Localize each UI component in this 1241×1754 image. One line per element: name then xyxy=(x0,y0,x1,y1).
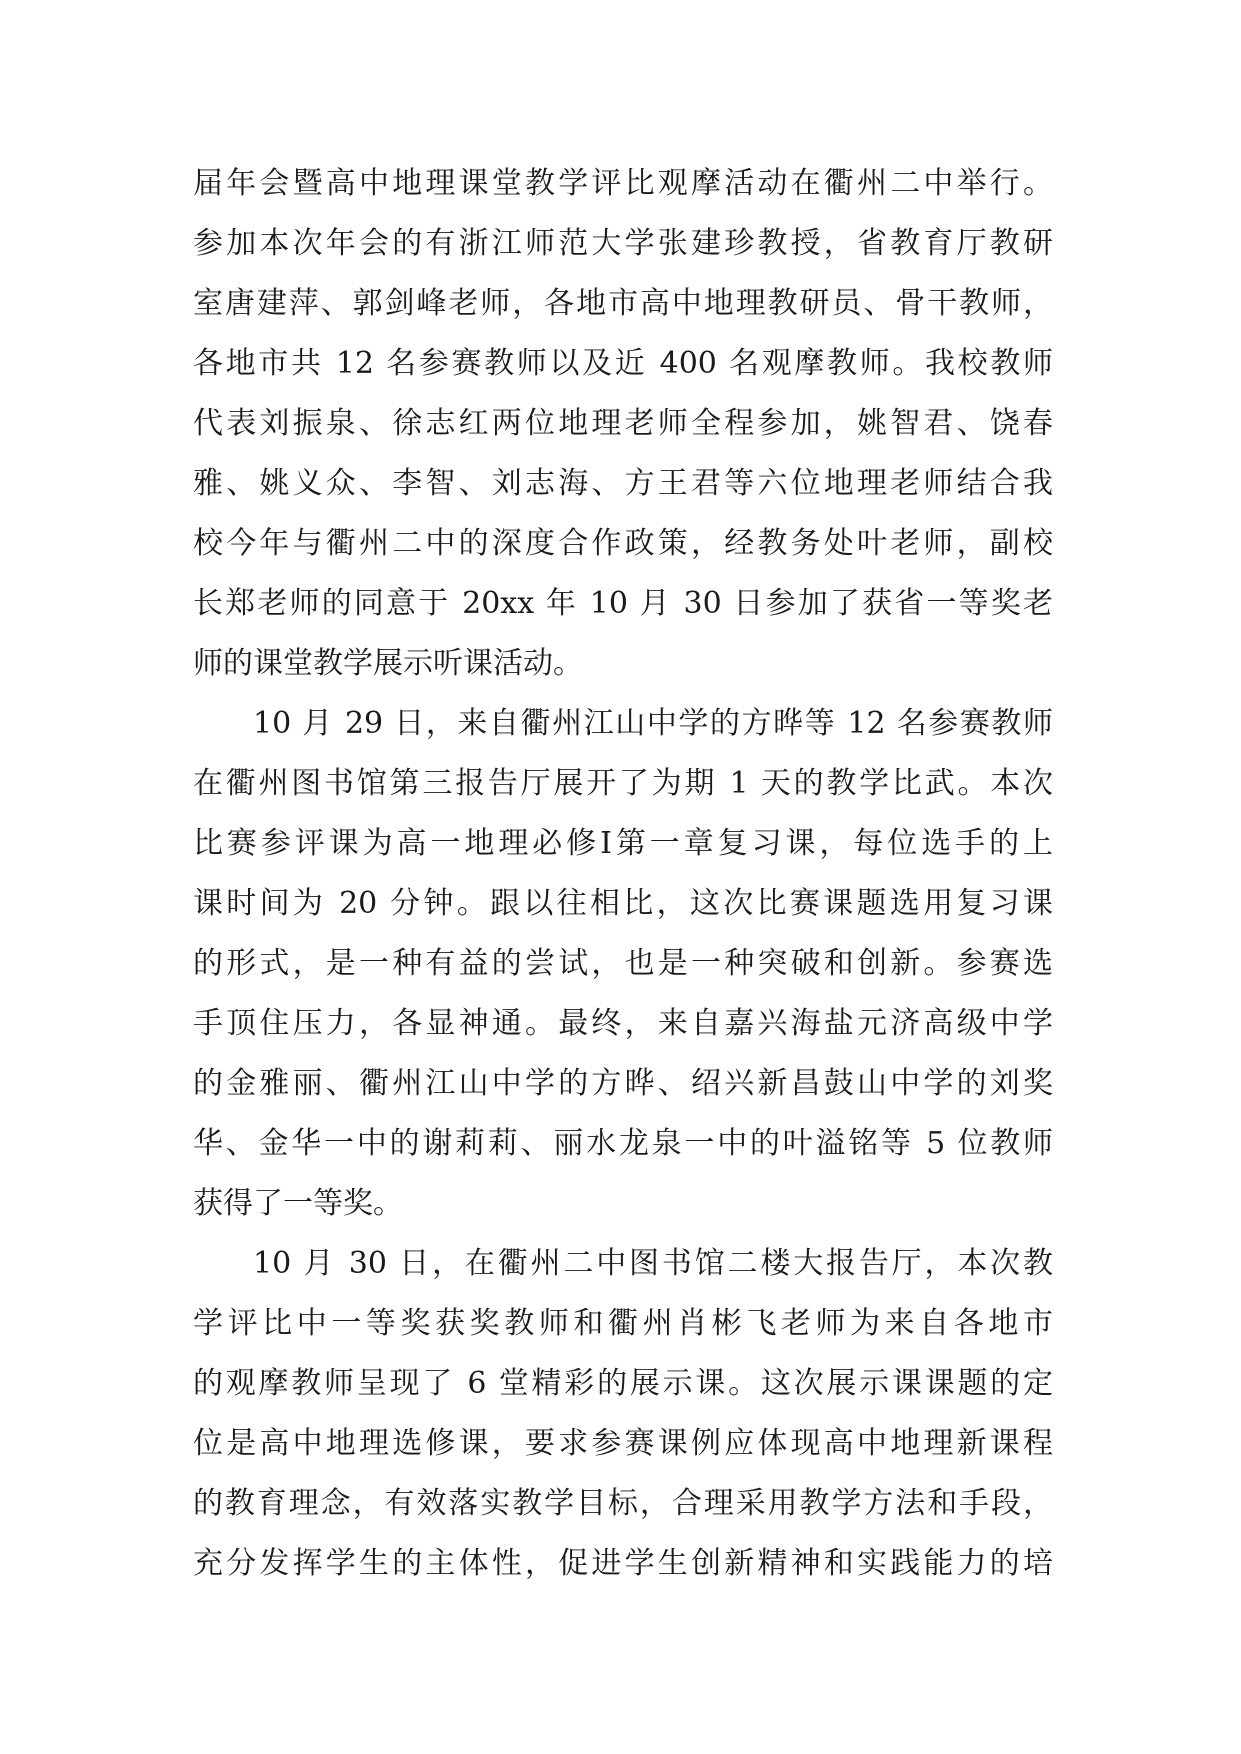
text-line: 位是高中地理选修课，要求参赛课例应体现高中地理新课程 xyxy=(193,1426,1053,1461)
text-line: 雅、姚义众、李智、刘志海、方王君等六位地理老师结合我 xyxy=(193,466,1053,501)
text-line: 校今年与衢州二中的深度合作政策，经教务处叶老师，副校 xyxy=(193,526,1053,561)
document-body xyxy=(193,154,1053,1594)
text-line: 参加本次年会的有浙江师范大学张建珍教授，省教育厅教研 xyxy=(193,226,1053,261)
text-line: 比赛参评课为高一地理必修Ⅰ第一章复习课，每位选手的上 xyxy=(193,826,1053,861)
text-line: 华、金华一中的谢莉莉、丽水龙泉一中的叶溢铭等 5 位教师 xyxy=(193,1126,1053,1161)
text-line: 获得了一等奖。 xyxy=(193,1186,403,1221)
text-line: 的观摩教师呈现了 6 堂精彩的展示课。这次展示课课题的定 xyxy=(193,1366,1053,1401)
text-line: 的教育理念，有效落实教学目标，合理采用教学方法和手段， xyxy=(193,1486,1053,1521)
text-line: 代表刘振泉、徐志红两位地理老师全程参加，姚智君、饶春 xyxy=(193,406,1053,441)
text-line: 10 月 30 日，在衢州二中图书馆二楼大报告厅，本次教 xyxy=(253,1246,1053,1281)
text-line: 课时间为 20 分钟。跟以往相比，这次比赛课题选用复习课 xyxy=(193,886,1053,921)
text-line: 届年会暨高中地理课堂教学评比观摩活动在衢州二中举行。 xyxy=(193,166,1053,201)
paragraph xyxy=(193,694,1053,1234)
text-line: 室唐建萍、郭剑峰老师，各地市高中地理教研员、骨干教师， xyxy=(193,286,1053,321)
text-line: 师的课堂教学展示听课活动。 xyxy=(193,646,583,681)
text-line: 手顶住压力，各显神通。最终，来自嘉兴海盐元济高级中学 xyxy=(193,1006,1053,1041)
text-line: 的金雅丽、衢州江山中学的方晔、绍兴新昌鼓山中学的刘奖 xyxy=(193,1066,1053,1101)
text-line: 10 月 29 日，来自衢州江山中学的方晔等 12 名参赛教师 xyxy=(253,706,1053,741)
text-line: 长郑老师的同意于 20xx 年 10 月 30 日参加了获省一等奖老 xyxy=(193,586,1053,621)
text-line: 充分发挥学生的主体性，促进学生创新精神和实践能力的培 xyxy=(193,1546,1053,1581)
text-line: 各地市共 12 名参赛教师以及近 400 名观摩教师。我校教师 xyxy=(193,346,1053,381)
text-line: 学评比中一等奖获奖教师和衢州肖彬飞老师为来自各地市 xyxy=(193,1306,1053,1341)
paragraph xyxy=(193,154,1053,694)
text-line: 的形式，是一种有益的尝试，也是一种突破和创新。参赛选 xyxy=(193,946,1053,981)
text-line: 在衢州图书馆第三报告厅展开了为期 1 天的教学比武。本次 xyxy=(193,766,1053,801)
paragraph xyxy=(193,1234,1053,1594)
